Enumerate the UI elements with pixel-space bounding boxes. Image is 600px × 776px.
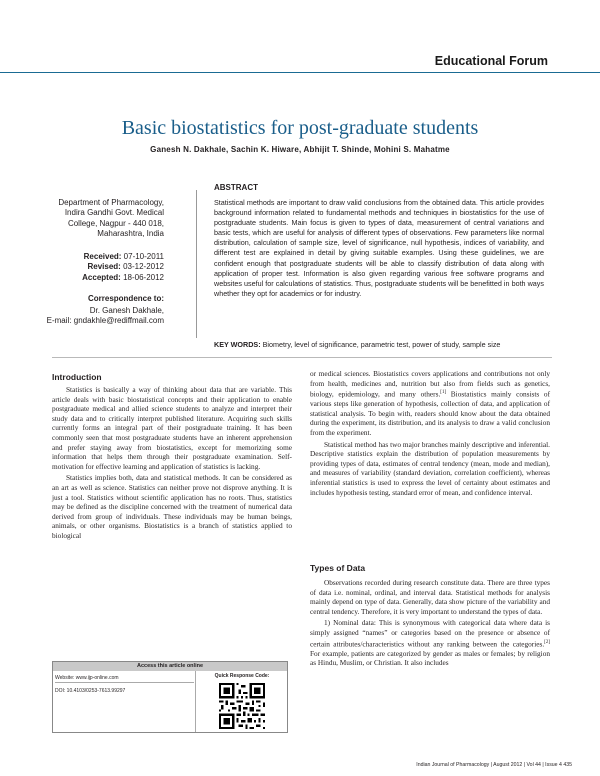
- qr-label: Quick Response Code:: [214, 673, 270, 679]
- correspondence-name: Dr. Ganesh Dakhale,: [89, 306, 164, 315]
- correspondence-heading: Correspondence to:: [87, 294, 164, 303]
- keywords-text: Biometry, level of significance, parametric test, power of study, sample size: [262, 340, 501, 349]
- article-title: Basic biostatistics for post-graduate students: [121, 117, 479, 139]
- access-divider: [195, 671, 196, 732]
- types-heading: Types of Data: [310, 563, 366, 573]
- access-heading: Access this article online: [53, 662, 287, 671]
- paragraph: or medical sciences. Biostatistics covers applications and contributions not only from health, medicines and, nutrition but also from fields such as genetics, biology, epidemiology, and many others.[1] Biostatistics mainly consists of various steps like generation of hypothesis, collection of data, and application of statistical analysis. To begin with, readers should know about the data obtained during the experiment, its distribution, and its analysis to draw a valid conclusion from the experiment.: [310, 369, 550, 437]
- affiliation-line: Indira Gandhi Govt. Medical: [64, 208, 164, 218]
- abstract-text: Statistical methods are important to draw valid conclusions from the obtained data. This article provides background information related to fundamental methods and techniques in biostatistics for the use of postgraduate students. Main focus is given to types of data, measurement of central variations and basic tests, which are useful for analysis of different types of observations. Few parameters like normal distribution, calculation of sample size, level of significance, null hypothesis, indices of variability, and different test are explained in detail by giving suitable examples. Using these guidelines, we are confident enough that postgraduate students will be able to classify distribution of data along with application of proper test. Information is also given regarding various free software programs and websites useful for calculations of statistics. Thus, postgraduate students will be benefitted in both ways whether they opt for academics or for industry.: [214, 198, 544, 298]
- citation[interactable]: [2]: [544, 639, 550, 645]
- qr-code-icon[interactable]: [219, 683, 265, 729]
- intro-body: [52, 385, 292, 541]
- section-divider: [52, 357, 552, 358]
- affiliation-line: Maharashtra, India: [97, 229, 164, 239]
- citation[interactable]: [1]: [440, 390, 447, 396]
- authors: Ganesh N. Dakhale, Sachin K. Hiware, Abhijit T. Shinde, Mohini S. Mahatme: [150, 145, 450, 154]
- types-body: [310, 578, 550, 668]
- section-banner: [0, 54, 600, 73]
- access-box: [52, 661, 288, 733]
- abstract-heading: ABSTRACT: [214, 183, 258, 192]
- keywords: KEY WORDS: Biometry, level of significance, parametric test, power of study, sample size: [214, 340, 501, 349]
- date-received: Received: 07-10-2011: [83, 252, 164, 261]
- affiliation-line: College, Nagpur - 440 018,: [67, 218, 164, 228]
- paragraph: Statistics implies both, data and statistical methods. It can be considered as an art as well as science. Statistics can neither prove not disprove anything. It is just a tool. Statistics without scientific application has no roots. Thus, statistics may be defined as the discipline concerned with the treatment of numerical data derived from group of individuals. These individuals may be human beings, animals, or other organisms. Biostatistics is a branch of statistics applied to biological: [52, 473, 292, 540]
- affiliation: [40, 198, 164, 240]
- date-revised: Revised: 03-12-2012: [87, 262, 164, 272]
- date-accepted: Accepted: 18-06-2012: [82, 272, 164, 282]
- paragraph: Observations recorded during research constitute data. There are three types of data i.e. nominal, ordinal, and interval data. Statistical methods for analysis mainly depend on type of data. Generally, data show picture of the variability and central tendency. Therefore, it is very important to understand the types of data.: [310, 578, 550, 616]
- paragraph: 1) Nominal data: This is synonymous with categorical data where data is simply assigned “names” or categories based on the presence or absence of certain attributes/characteristics without any ranking between the categories.[2] For example, patients are categorized by gender as males or females; by religion as Hindu, Muslim, or Christian. It also includes: [310, 618, 550, 668]
- affiliation-line: Department of Pharmacology,: [58, 198, 164, 207]
- correspondence: [40, 306, 164, 327]
- column-two: [310, 369, 550, 497]
- abstract-divider: [196, 190, 197, 338]
- intro-heading: Introduction: [52, 372, 102, 382]
- paragraph: Statistics is basically a way of thinking about data that are variable. This article deals with basic biostatistical concepts and their application to enable postgraduate medical and allied science students to analyze and interpret their study data and to critically interpret published literature. Acquiring such skills currently forms an integral part of their postgraduate training. It has been commonly seen that most postgraduate students have an inherent apprehension and prefer staying away from biostatistics, except for memorizing some information that helps them through their postgraduate examination. Self-motivation for effective learning and application of statistics is lacking.: [52, 385, 292, 471]
- paragraph: Statistical method has two major branches mainly descriptive and inferential. Descriptive statistics explain the distribution of population measurements by providing types of data, estimates of central tendency (mean, mode and median), and measures of variability (standard deviation, correlation coefficient), whereas inferential statistics is used to express the level of certainty about estimates and includes hypothesis testing, standard error of mean, and confidence interval.: [310, 439, 550, 497]
- page-footer: Indian Journal of Pharmacology | August 2012 | Vol 44 | Issue 4 435: [416, 762, 572, 768]
- doi-link[interactable]: DOI: 10.4103/0253-7613.99297: [55, 688, 126, 694]
- article-dates: [40, 252, 164, 283]
- website-link[interactable]: Website: www.ijp-online.com: [55, 674, 194, 683]
- section-label: Educational Forum: [434, 54, 548, 68]
- correspondence-email[interactable]: E-mail: gndakhle@rediffmail.com: [46, 316, 164, 326]
